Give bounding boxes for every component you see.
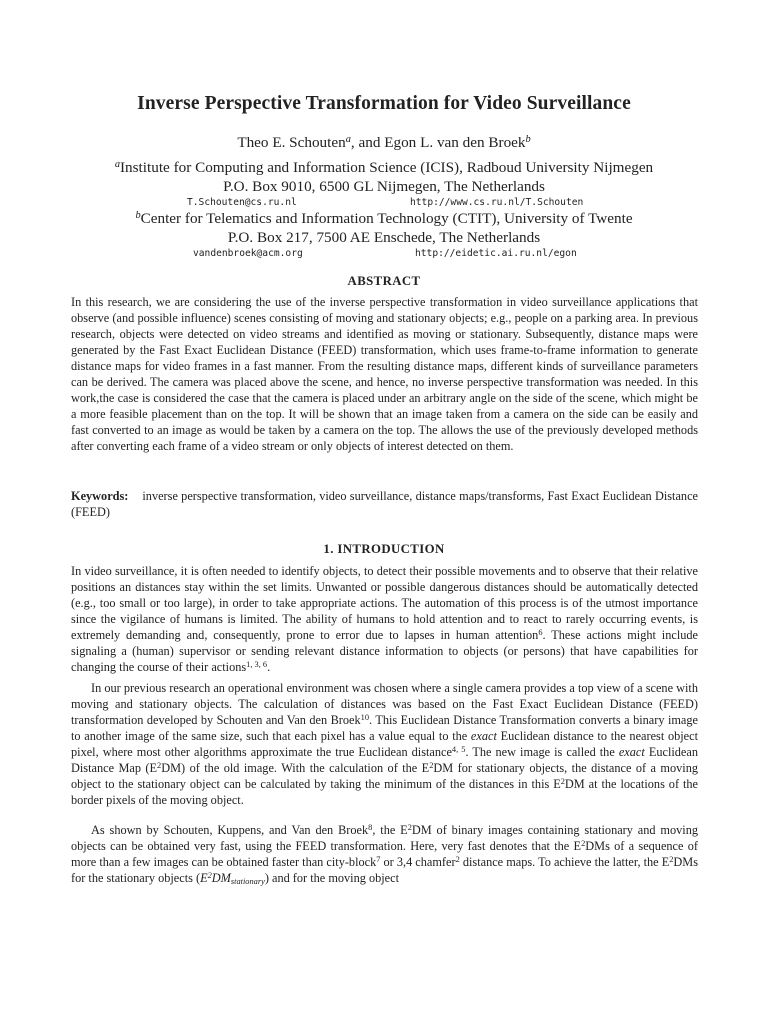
citation: 8 [368, 822, 373, 832]
author-name: Theo E. Schouten [237, 134, 346, 151]
affiliation-a-name [0, 159, 768, 177]
emphasis: exact [470, 729, 497, 743]
author-name: Egon L. van den Broek [384, 134, 526, 151]
paragraph-text: Euclidean distance to the nearest object pixel, where most other algorithms approximate the true Euclidean distance [71, 729, 698, 759]
citation: 4, 5 [451, 744, 466, 754]
author-separator: , and [350, 134, 385, 151]
paragraph-text: DM of binary images containing stationary and moving objects can be obtained very fast, using the FEED transformation. Here, very fast denotes that the E [71, 823, 698, 853]
math-superscript: 2 [207, 870, 212, 880]
paragraph-text: DM at the locations of the border pixels of the moving object. [71, 777, 698, 807]
author-email[interactable]: vandenbroek@acm.org [193, 248, 303, 259]
paragraph-text: distance maps. To achieve the latter, the E [459, 855, 670, 869]
paragraph-text: DM) of the old image. With the calculation of the E [161, 761, 430, 775]
paragraph-text: As shown by Schouten, Kuppens, and Van den Broek [91, 823, 369, 837]
affiliation-b-name [0, 210, 768, 228]
math-expression [200, 871, 265, 885]
paragraph-text: DMs for the stationary objects ( [71, 855, 699, 885]
affiliation-a-contacts [0, 197, 768, 211]
paragraph-text: . This Euclidean Distance Transformation converts a binary image to another image of the same size, such that each pixel has a value equal to the [71, 713, 698, 743]
math-subscript: stationary [230, 877, 265, 887]
paragraph-text: or 3,4 chamfer [380, 855, 456, 869]
paragraph [71, 822, 698, 886]
affiliation-mark: b [525, 133, 531, 145]
paper-title: Inverse Perspective Transformation for Video Surveillance [137, 93, 631, 114]
superscript: 2 [581, 838, 586, 848]
paragraph-text: DM for stationary objects, the distance of a moving object to the stationary object can be calculated by taking the minimum of the distances in this E [71, 761, 698, 791]
superscript: 2 [407, 822, 412, 832]
superscript: 2 [429, 760, 434, 770]
affiliation-a-address: P.O. Box 9010, 6500 GL Nijmegen, The Netherlands [223, 178, 545, 195]
keywords-text: inverse perspective transformation, video surveillance, distance maps/transforms, Fast Exact Euclidean Distance (FEED) [71, 489, 698, 519]
section-heading: 1. INTRODUCTION [323, 542, 445, 556]
math-symbol: DM [211, 871, 231, 885]
paragraph-text: In video surveillance, it is often needed to identify objects, to detect their possible movements and to observe that their relative positions an distances stay within the set limits. Unwanted or possible dangerous distances should be automatically detected (e.g., too small or too large), in order to take appropriate actions. The automation of this process is of the utmost importance since the vigilance of humans is limited. The ability of humans to hold attention and to react to rarely occurring events, is extremely demanding and, consequently, prone to error due to lapses in human attention [71, 564, 698, 642]
keywords [71, 488, 698, 520]
keywords-label: Keywords: [71, 489, 129, 503]
affiliation-mark: a [345, 133, 351, 145]
affiliation-b-address: P.O. Box 217, 7500 AE Enschede, The Netherlands [227, 229, 541, 246]
citation: 2 [455, 854, 460, 864]
paragraph-text: In our previous research an operational environment was chosen where a single camera provides a top view of a scene with moving and stationary objects. The calculation of distances was based on the Fast Exact Euclidean Distance (FEED) transformation developed by Schouten and Van den Broek [71, 681, 698, 727]
paragraph [71, 680, 698, 808]
affiliation-mark: a [114, 158, 120, 170]
citation: 7 [376, 854, 381, 864]
superscript: 2 [669, 854, 674, 864]
author-line [0, 134, 768, 152]
affiliation-mark: b [135, 209, 141, 221]
paragraph-text: , the E [372, 823, 408, 837]
affiliation-text: Institute for Computing and Information Science (ICIS), Radboud University Nijmegen [120, 159, 654, 176]
affiliation-b-contacts [0, 248, 768, 262]
paragraph-text: . These actions might include signaling a (human) supervisor or sending relevant distance information to objects (or persons) that have capabilities for changing the course of their actions [71, 628, 698, 674]
paragraph [71, 563, 698, 675]
paragraph-text: ) and for the moving object [264, 871, 400, 885]
citation: 10 [360, 712, 370, 722]
math-symbol: E [200, 871, 208, 885]
superscript: 2 [560, 776, 565, 786]
abstract-text: In this research, we are considering the use of the inverse perspective transformation in video surveillance applications that observe (and possible influence) scenes consisting of moving and stationary objects; e.g., people on a parking area. In previous research, objects were detected on video streams and identified as moving or stationary. Subsequently, distance maps were generated by the Fast Exact Euclidean Distance (FEED) transformation, which uses frame-to-frame information to generate distance maps for video frames in a fast manner. From the resulting distance maps, different kinds of surveillance parameters can be derived. The camera was placed above the scene, and hence, no inverse perspective transformation was needed. In this work,the case is considered the case that the camera is placed under an arbitrary angle on the side of the scene, which might be a more feasible placement than on the top. It will be shown that an image taken from a camera on the side can be easily and fast converted to an image as would be taken by a camera on the top. The allows the use of the previously developed methods after converting each frame of a video stream or only objects of interest detected on them. [71, 295, 698, 453]
paragraph-text: DMs of a sequence of more than a few images can be obtained faster than city-block [71, 839, 698, 869]
paragraph-text: Euclidean Distance Map (E [71, 745, 698, 775]
author-url[interactable]: http://www.cs.ru.nl/T.Schouten [410, 197, 584, 208]
abstract-heading: ABSTRACT [347, 274, 421, 288]
author-url[interactable]: http://eidetic.ai.ru.nl/egon [415, 248, 577, 259]
paragraph-text: . The new image is called the [465, 745, 619, 759]
author-email[interactable]: T.Schouten@cs.ru.nl [187, 197, 297, 208]
citation: 6 [538, 627, 543, 637]
citation: 1, 3, 6 [246, 659, 268, 669]
affiliation-text: Center for Telematics and Information Technology (CTIT), University of Twente [140, 210, 633, 227]
emphasis: exact [618, 745, 645, 759]
paragraph-text: . [267, 660, 271, 674]
superscript: 2 [157, 760, 162, 770]
